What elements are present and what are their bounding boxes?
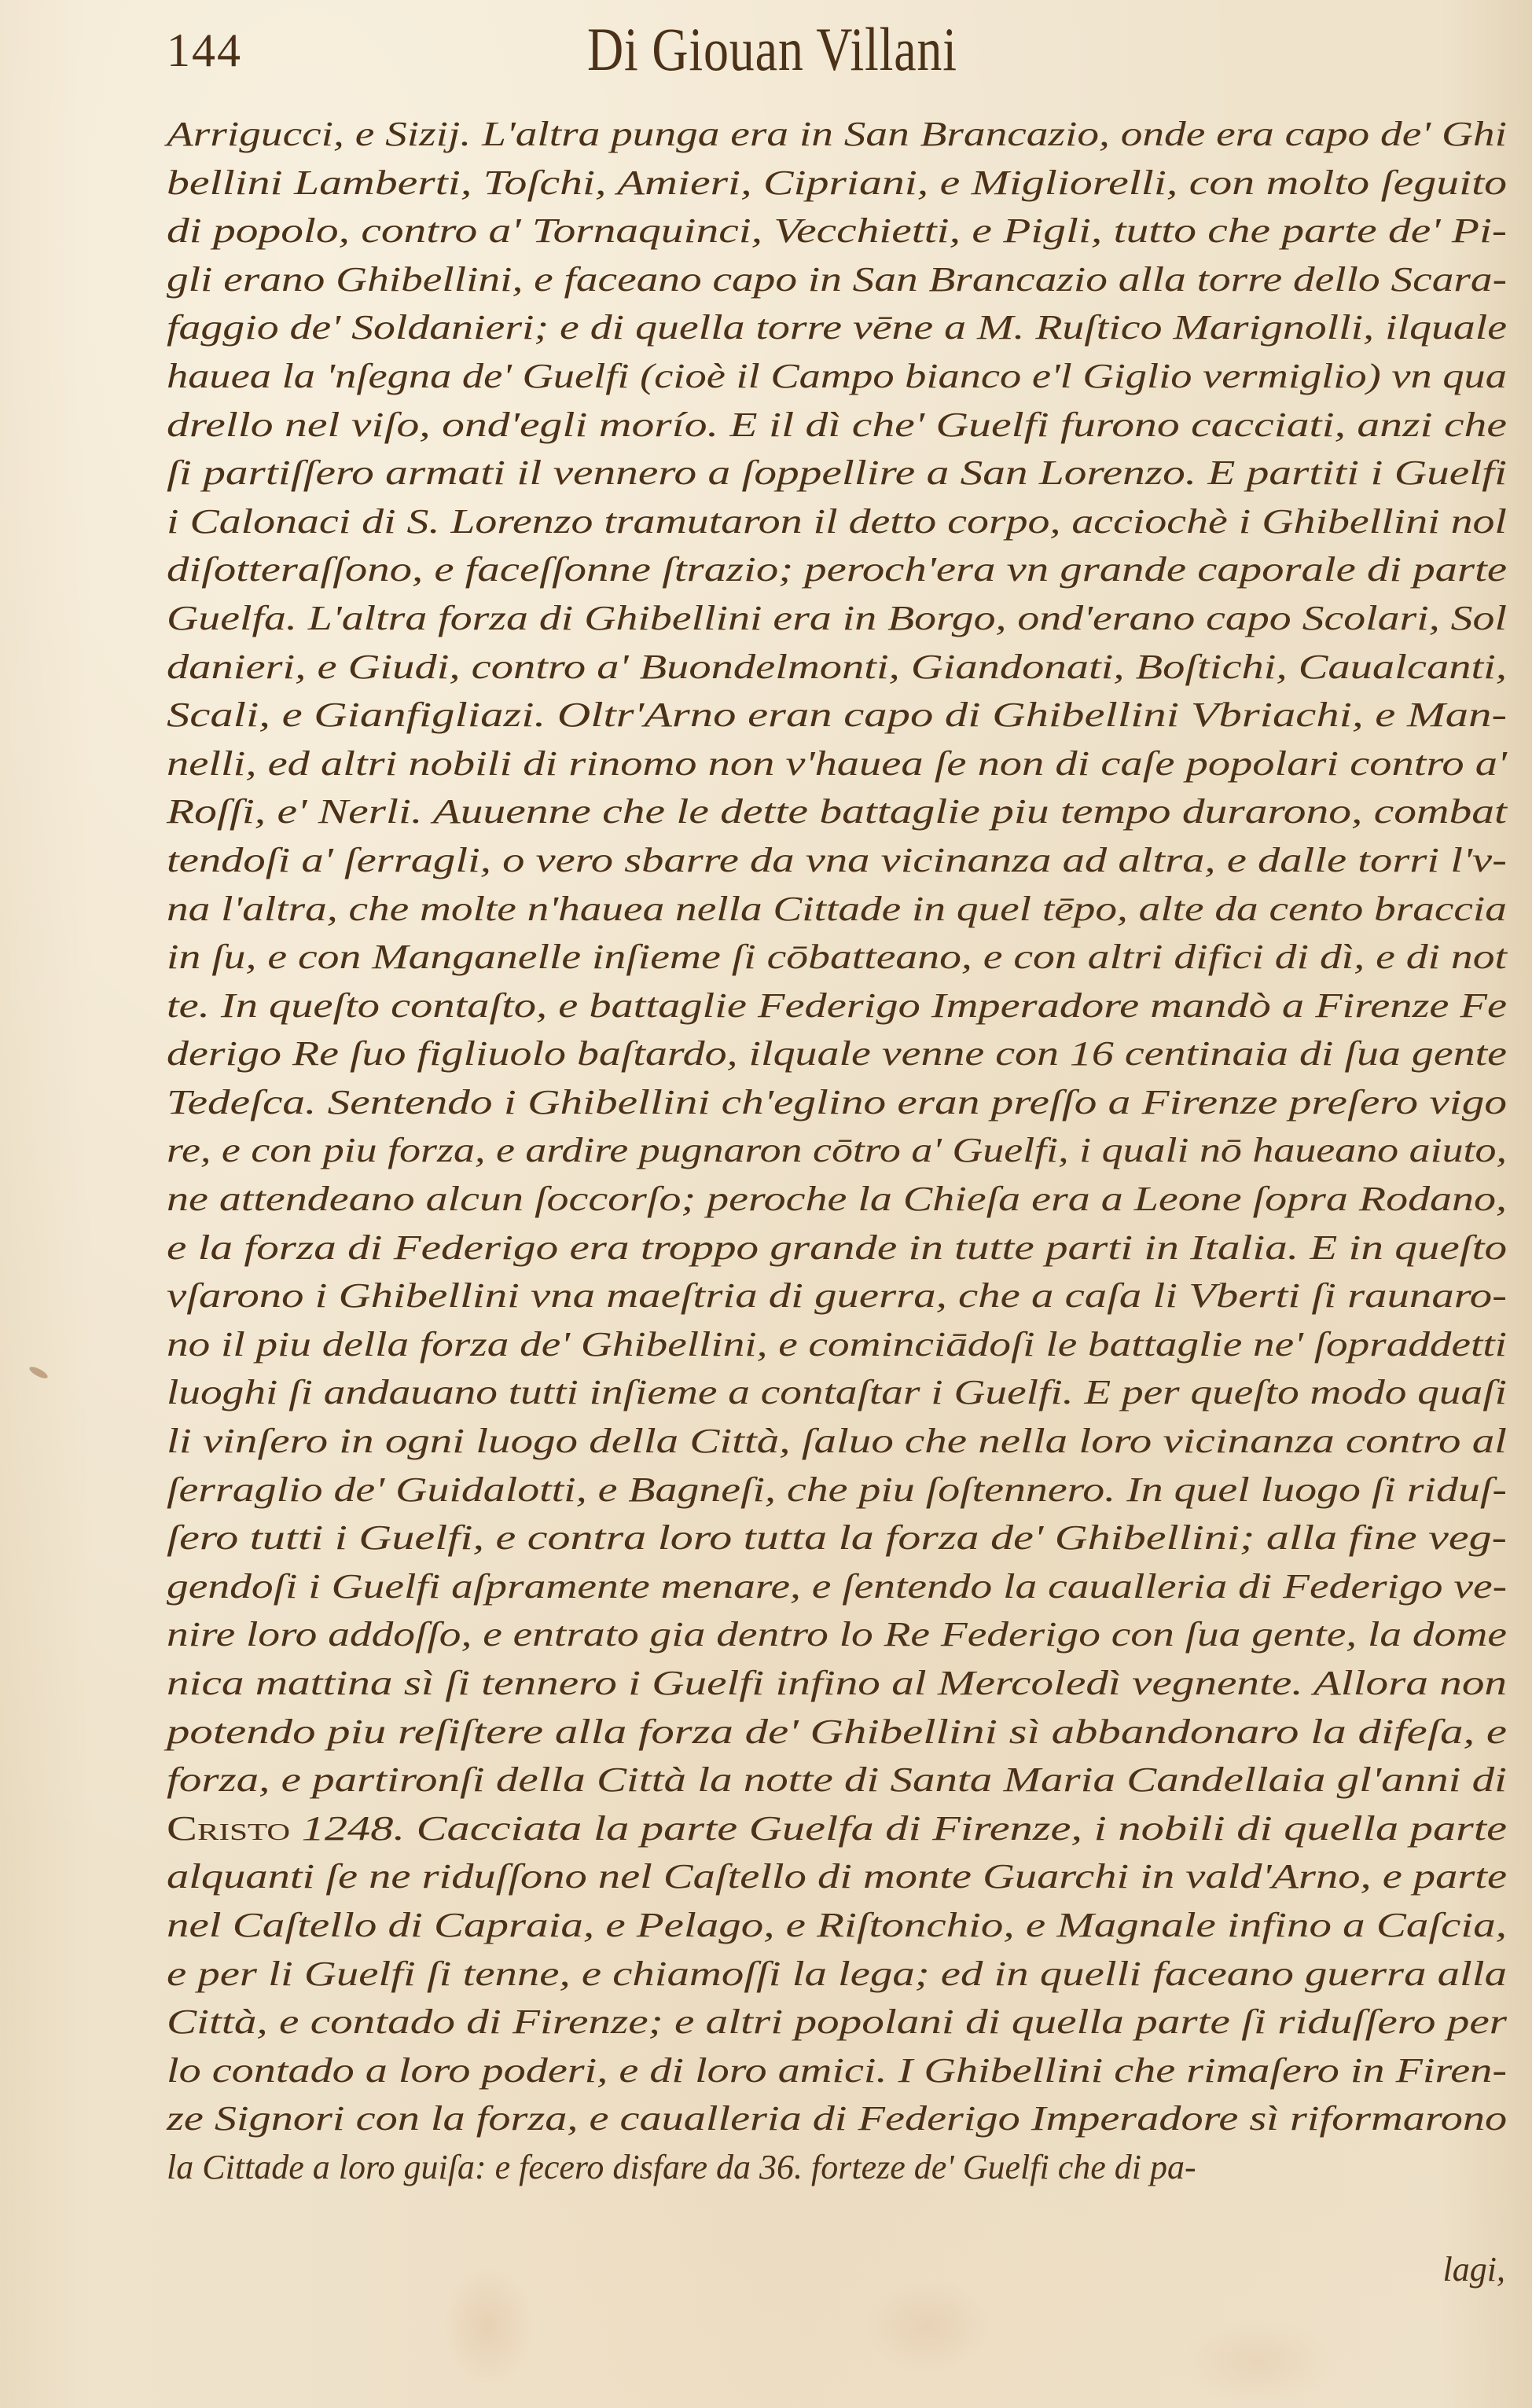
text-line: Tedeſca. Sentendo i Ghibellini ch'eglino eran preſſo a Firenze preſero vigo bbox=[167, 1082, 1507, 1121]
text-line: hauea la 'nſegna de' Guelfi (cioè il Campo bianco e'l Giglio vermiglio) vn qua bbox=[167, 356, 1507, 395]
text-line: alquanti ſe ne riduſſono nel Caſtello di monte Guarchi in vald'Arno, e parte bbox=[167, 1857, 1508, 1896]
paper-speck bbox=[28, 1364, 49, 1380]
text-line: nelli, ed altri nobili di rinomo non v'hauea ſe non di caſe popolari contro a' bbox=[167, 743, 1508, 783]
running-title: Di Giouan Villani bbox=[587, 15, 957, 83]
text-line: derigo Re ſuo figliuolo baſtardo, ilquale venne con 16 centinaia di ſua gente bbox=[167, 1034, 1508, 1074]
text-line: nica mattina sì ſi tennero i Guelfi infino al Mercoledì vegnente. Allora non bbox=[167, 1664, 1508, 1702]
text-line: ze Signori con la forza, e caualleria di Federigo Imperadore sì riformarono bbox=[167, 2099, 1508, 2138]
text-line: e per li Guelfi ſi tenne, e chiamoſſi la lega; ed in quelli faceano guerra alla bbox=[167, 1954, 1507, 1993]
text-line: i Calonaci di S. Lorenzo tramutaron il detto corpo, acciochè i Ghibellini nol bbox=[167, 501, 1507, 541]
text-line: Guelfa. L'altra forza di Ghibellini era in Borgo, ond'erano capo Scolari, Sol bbox=[167, 598, 1507, 637]
text-line: na l'altra, che molte n'hauea nella Cittade in quel tēpo, alte da cento braccia bbox=[167, 889, 1507, 928]
text-line: luoghi ſi andauano tutti inſieme a contaſtar i Guelfi. E per queſto modo quaſi bbox=[167, 1373, 1507, 1412]
text-line: in ſu, e con Manganelle inſieme ſi cōbatteano, e con altri difici di dì, e di not bbox=[167, 938, 1508, 977]
text-line: ſi partiſſero armati il vennero a ſoppellire a San Lorenzo. E partiti i Guelfi bbox=[167, 453, 1508, 493]
text-line: ſerraglio de' Guidalotti, e Bagneſi, che piu ſoſtennero. In quel luogo ſi riduſ- bbox=[167, 1470, 1508, 1509]
text-line: nel Caſtello di Capraia, e Pelago, e Riſtonchio, e Magnale infino a Caſcia, bbox=[167, 1905, 1507, 1944]
text-line: danieri, e Giudi, contro a' Buondelmonti, Giandonati, Boſtichi, Caualcanti, bbox=[167, 647, 1507, 686]
text-line: Roſſi, e' Nerli. Auuenne che le dette battaglie piu tempo durarono, combat bbox=[167, 792, 1508, 831]
text-line: te. In queſto contaſto, e battaglie Federigo Imperadore mandò a Firenze Fe bbox=[167, 986, 1508, 1025]
page-number: 144 bbox=[167, 24, 242, 76]
smallcaps-word: Cristo bbox=[167, 1808, 291, 1848]
text-line: Città, e contado di Firenze; e altri popolani di quella parte ſi riduſſero per bbox=[167, 2002, 1507, 2042]
text-line: faggio de' Soldanieri; e di quella torre vēne a M. Ruſtico Marignolli, ilquale bbox=[167, 308, 1508, 347]
paper-stain bbox=[1179, 2318, 1336, 2405]
text-line: no il piu della forza de' Ghibellini, e cominciādoſi le battaglie ne' ſopraddetti bbox=[167, 1324, 1508, 1364]
catchword: lagi, bbox=[1442, 2250, 1505, 2289]
running-head bbox=[167, 17, 1511, 96]
text-line: lo contado a loro poderi, e di loro amici. I Ghibellini che rimaſero in Firen- bbox=[167, 2050, 1508, 2090]
text-line: Cristo 1248. Cacciata la parte Guelfa di Firenze, i nobili di quella parte bbox=[167, 1808, 1508, 1848]
text-line: diſotteraſſono, e faceſſonne ſtrazio; peroch'era vn grande caporale di parte bbox=[167, 550, 1508, 589]
body-text bbox=[167, 110, 1507, 2192]
text-line: nire loro addoſſo, e entrato gia dentro lo Re Federigo con ſua gente, la dome bbox=[167, 1615, 1507, 1654]
text-line: drello nel viſo, ond'egli morío. E il dì che' Guelfi furono cacciati, anzi che bbox=[167, 405, 1507, 444]
text-line: tendoſi a' ſerragli, o vero sbarre da vna vicinanza ad altra, e dalle torri l'v- bbox=[167, 840, 1508, 879]
text-line: li vinſero in ogni luogo della Città, ſaluo che nella loro vicinanza contro al bbox=[167, 1422, 1508, 1461]
text-line: gli erano Ghibellini, e faceano capo in San Brancazio alla torre dello Scara- bbox=[167, 259, 1507, 299]
text-line: la Cittade a loro guiſa: e fecero disfare da 36. forteze de' Guelfi che di pa- bbox=[167, 2147, 1196, 2186]
text-line: re, e con piu forza, e ardire pugnaron cōtro a' Guelfi, i quali nō haueano aiuto, bbox=[167, 1131, 1507, 1170]
text-line: e la forza di Federigo era troppo grande in tutte parti in Italia. E in queſto bbox=[167, 1228, 1508, 1267]
text-line: ne attendeano alcun ſoccorſo; peroche la Chieſa era a Leone ſopra Rodano, bbox=[167, 1180, 1508, 1219]
text-line: Scali, e Gianfigliazi. Oltr'Arno eran capo di Ghibellini Vbriachi, e Man- bbox=[167, 696, 1508, 735]
text-line: gendoſi i Guelfi aſpramente menare, e ſentendo la caualleria di Federigo ve- bbox=[167, 1566, 1508, 1606]
paper-stain bbox=[440, 2263, 535, 2389]
text-line: Arrigucci, e Sizij. L'altra punga era in San Brancazio, onde era capo de' Ghi bbox=[167, 115, 1507, 153]
text-line: bellini Lamberti, Toſchi, Amieri, Cipriani, e Migliorelli, con molto ſeguito bbox=[167, 163, 1508, 202]
text-line: vſarono i Ghibellini vna maeſtria di guerra, che a caſa li Vberti ſi raunaro- bbox=[167, 1276, 1507, 1316]
paper-stain bbox=[865, 2279, 990, 2373]
text-line: ſero tutti i Guelfi, e contra loro tutta la forza de' Ghibellini; alla fine veg- bbox=[167, 1518, 1507, 1558]
text-line: forza, e partironſi della Città la notte di Santa Maria Candellaia gl'anni di bbox=[167, 1760, 1508, 1800]
text-line: potendo piu reſiſtere alla forza de' Ghibellini sì abbandonaro la difeſa, e bbox=[167, 1712, 1508, 1751]
text-line: di popolo, contro a' Tornaquinci, Vecchietti, e Pigli, tutto che parte de' Pi- bbox=[167, 211, 1508, 251]
